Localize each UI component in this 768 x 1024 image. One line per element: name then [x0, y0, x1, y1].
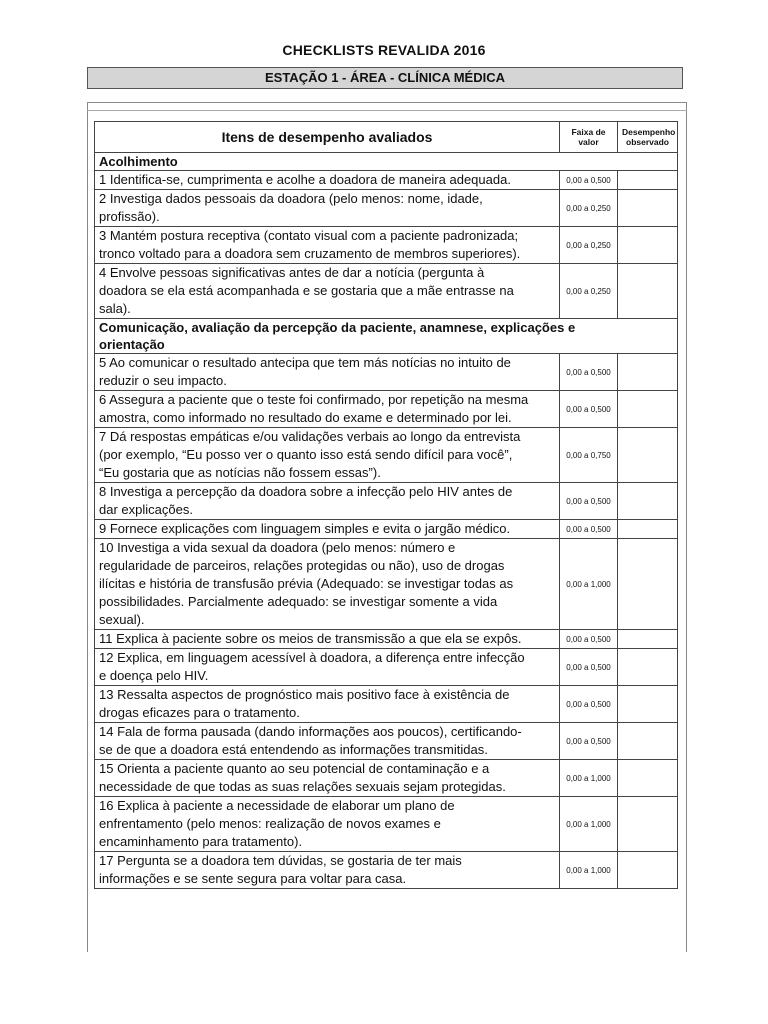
section-heading-line: Comunicação, avaliação da percepção da paciente, anamnese, explicações e: [99, 320, 576, 335]
items-header: Itens de desempenho avaliados: [95, 122, 560, 153]
item-text-line: sala).: [99, 301, 131, 316]
item-text-line: profissão).: [99, 209, 160, 224]
score-range: 0,00 a 1,000: [560, 852, 618, 889]
item-text-line: (por exemplo, “Eu posso ver o quanto isso está sendo difícil para você”,: [99, 447, 513, 462]
item-text-line: e doença pelo HIV.: [99, 668, 209, 683]
observed-score-cell[interactable]: [618, 520, 678, 539]
item-description: [95, 391, 560, 428]
item-description: [95, 686, 560, 723]
observed-header-line2: observado: [626, 137, 669, 147]
score-range: 0,00 a 0,500: [560, 520, 618, 539]
item-text-line: 3 Mantém postura receptiva (contato visual com a paciente padronizada;: [99, 228, 519, 243]
observed-score-cell[interactable]: [618, 354, 678, 391]
item-text-line: doadora se ela está acompanhada e se gostaria que a mãe entrasse na: [99, 283, 514, 298]
item-text-line: 2 Investiga dados pessoais da doadora (pelo menos: nome, idade,: [99, 191, 483, 206]
observed-score-cell[interactable]: [618, 227, 678, 264]
table-row: [95, 520, 678, 539]
item-text-line: 16 Explica à paciente a necessidade de elaborar um plano de: [99, 798, 455, 813]
item-description: [95, 264, 560, 319]
item-text-line: enfrentamento (pelo menos: realização de novos exames e: [99, 816, 441, 831]
score-range: 0,00 a 0,500: [560, 686, 618, 723]
score-range: 0,00 a 0,750: [560, 428, 618, 483]
observed-score-cell[interactable]: [618, 171, 678, 190]
item-description: [95, 723, 560, 760]
table-row: [95, 649, 678, 686]
table-row: [95, 264, 678, 319]
table-row: [95, 354, 678, 391]
table-row: [95, 630, 678, 649]
table-header-row: [95, 122, 678, 153]
item-text-line: 9 Fornece explicações com linguagem simples e evita o jargão médico.: [99, 521, 511, 536]
item-text-line: ilícitas e história de transfusão prévia (Adequado: se investigar todas as: [99, 576, 514, 591]
item-text-line: amostra, como informado no resultado do exame e determinado por lei.: [99, 410, 512, 425]
table-row: [95, 539, 678, 630]
observed-score-cell[interactable]: [618, 264, 678, 319]
frame-divider: [87, 110, 687, 111]
item-text-line: reduzir o seu impacto.: [99, 373, 227, 388]
score-range: 0,00 a 1,000: [560, 797, 618, 852]
item-text-line: 6 Assegura a paciente que o teste foi confirmado, por repetição na mesma: [99, 392, 529, 407]
item-description: [95, 797, 560, 852]
item-text-line: 15 Orienta a paciente quanto ao seu potencial de contaminação e a: [99, 761, 490, 776]
observed-score-cell[interactable]: [618, 483, 678, 520]
item-description: [95, 354, 560, 391]
score-range: 0,00 a 0,250: [560, 227, 618, 264]
score-range: 0,00 a 0,250: [560, 190, 618, 227]
table-row: [95, 428, 678, 483]
item-description: [95, 539, 560, 630]
item-text-line: 7 Dá respostas empáticas e/ou validações verbais ao longo da entrevista: [99, 429, 521, 444]
station-header: ESTAÇÃO 1 - ÁREA - CLÍNICA MÉDICA: [87, 67, 683, 89]
observed-score-cell[interactable]: [618, 428, 678, 483]
item-text-line: dar explicações.: [99, 502, 193, 517]
observed-score-cell[interactable]: [618, 649, 678, 686]
score-range: 0,00 a 0,500: [560, 171, 618, 190]
table-row: [95, 852, 678, 889]
score-range: 0,00 a 0,500: [560, 630, 618, 649]
section-heading-line: Acolhimento: [99, 154, 178, 169]
checklist-body: [95, 153, 678, 889]
section-acolhimento-label: [95, 153, 678, 171]
table-row: [95, 723, 678, 760]
section-acolhimento: [95, 153, 678, 171]
table-row: [95, 190, 678, 227]
item-text-line: 4 Envolve pessoas significativas antes de dar a notícia (pergunta à: [99, 265, 485, 280]
item-text-line: 8 Investiga a percepção da doadora sobre a infecção pelo HIV antes de: [99, 484, 513, 499]
score-range: 0,00 a 0,500: [560, 723, 618, 760]
table-row: [95, 171, 678, 190]
observed-score-cell[interactable]: [618, 723, 678, 760]
item-text-line: 1 Identifica-se, cumprimenta e acolhe a doadora de maneira adequada.: [99, 172, 511, 187]
score-range: 0,00 a 0,250: [560, 264, 618, 319]
item-description: [95, 483, 560, 520]
item-text-line: tronco voltado para a doadora sem cruzamento de membros superiores).: [99, 246, 521, 261]
table-row: [95, 686, 678, 723]
item-text-line: sexual).: [99, 612, 145, 627]
score-range: 0,00 a 1,000: [560, 760, 618, 797]
section-heading-line: orientação: [99, 337, 165, 352]
observed-score-cell[interactable]: [618, 630, 678, 649]
item-text-line: 11 Explica à paciente sobre os meios de transmissão a que ela se expôs.: [99, 631, 522, 646]
range-header-line1: Faixa de: [571, 127, 606, 137]
observed-score-cell[interactable]: [618, 539, 678, 630]
item-text-line: possibilidades. Parcialmente adequado: se investigar somente a vida: [99, 594, 498, 609]
table-row: [95, 760, 678, 797]
item-description: [95, 649, 560, 686]
item-description: [95, 630, 560, 649]
observed-score-cell[interactable]: [618, 760, 678, 797]
item-description: [95, 852, 560, 889]
item-description: [95, 227, 560, 264]
item-description: [95, 520, 560, 539]
score-range: 0,00 a 0,500: [560, 391, 618, 428]
item-text-line: 17 Pergunta se a doadora tem dúvidas, se gostaria de ter mais: [99, 853, 462, 868]
item-description: [95, 171, 560, 190]
item-text-line: 5 Ao comunicar o resultado antecipa que tem más notícias no intuito de: [99, 355, 511, 370]
score-range: 0,00 a 0,500: [560, 649, 618, 686]
observed-header: [618, 122, 678, 153]
table-row: [95, 797, 678, 852]
item-text-line: necessidade de que todas as suas relações sexuais sejam protegidas.: [99, 779, 506, 794]
item-text-line: regularidade de parceiros, relações protegidas ou não), uso de drogas: [99, 558, 505, 573]
score-range: 0,00 a 0,500: [560, 354, 618, 391]
observed-score-cell[interactable]: [618, 190, 678, 227]
document-title: CHECKLISTS REVALIDA 2016: [282, 42, 486, 58]
item-text-line: encaminhamento para tratamento).: [99, 834, 303, 849]
item-text-line: informações e se sente segura para voltar para casa.: [99, 871, 407, 886]
range-header-line2: valor: [578, 137, 599, 147]
observed-score-cell[interactable]: [618, 686, 678, 723]
table-row: [95, 391, 678, 428]
section-comunicacao: [95, 319, 678, 354]
item-text-line: 12 Explica, em linguagem acessível à doadora, a diferença entre infecção: [99, 650, 525, 665]
item-text-line: se de que a doadora está entendendo as informações transmitidas.: [99, 742, 488, 757]
observed-score-cell[interactable]: [618, 391, 678, 428]
observed-score-cell[interactable]: [618, 797, 678, 852]
score-range: 0,00 a 1,000: [560, 539, 618, 630]
score-range: 0,00 a 0,500: [560, 483, 618, 520]
item-text-line: 13 Ressalta aspectos de prognóstico mais positivo face à existência de: [99, 687, 510, 702]
range-header: [560, 122, 618, 153]
checklist-table: [94, 121, 678, 889]
item-description: [95, 190, 560, 227]
item-text-line: drogas eficazes para o tratamento.: [99, 705, 300, 720]
table-row: [95, 227, 678, 264]
item-description: [95, 428, 560, 483]
item-text-line: 10 Investiga a vida sexual da doadora (pelo menos: número e: [99, 540, 456, 555]
observed-header-line1: Desempenho: [622, 127, 676, 137]
section-comunicacao-label: [95, 319, 678, 354]
item-text-line: 14 Fala de forma pausada (dando informações aos poucos), certificando-: [99, 724, 522, 739]
item-description: [95, 760, 560, 797]
table-row: [95, 483, 678, 520]
item-text-line: “Eu gostaria que as notícias não fossem essas”).: [99, 465, 381, 480]
observed-score-cell[interactable]: [618, 852, 678, 889]
